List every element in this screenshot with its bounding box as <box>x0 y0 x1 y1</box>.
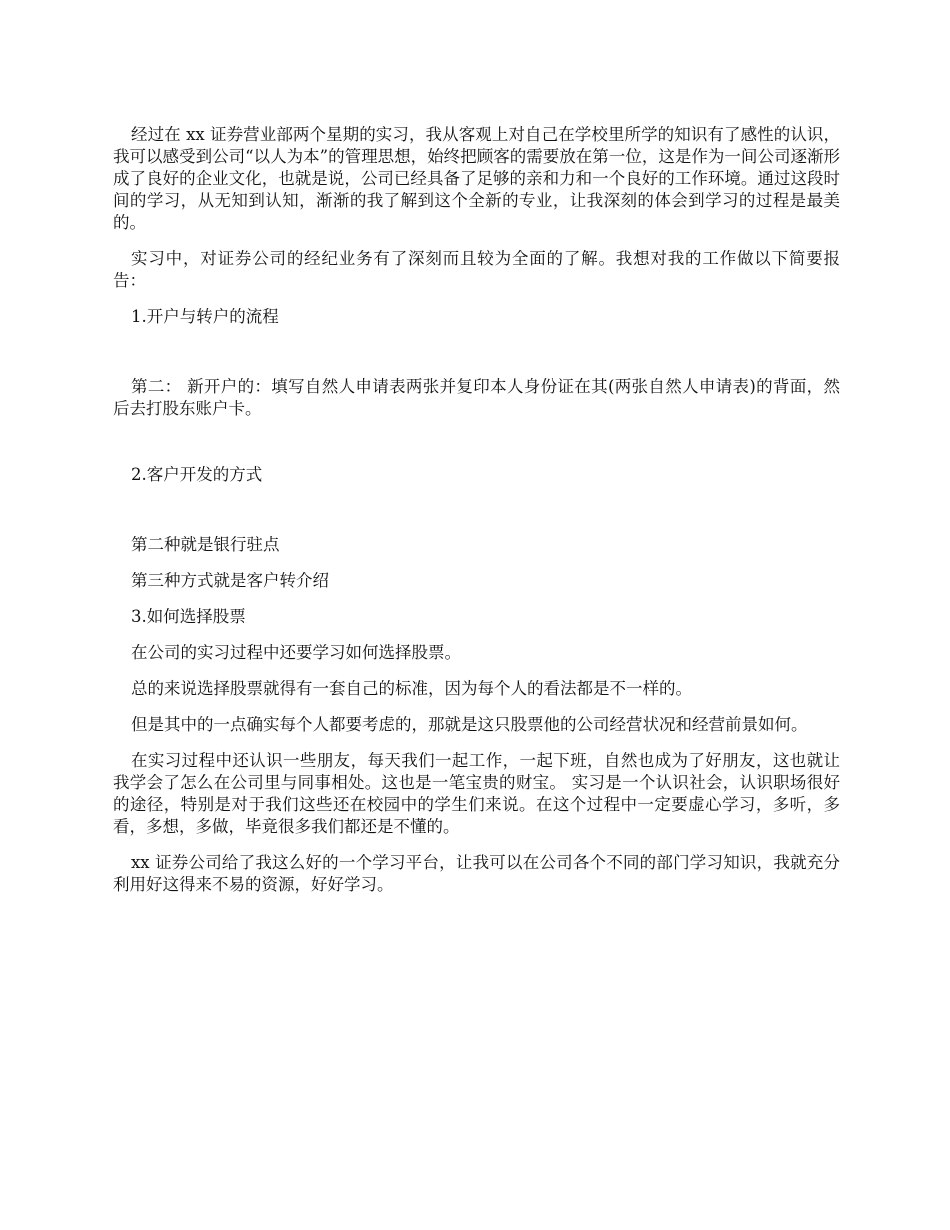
paragraph-friends-and-society: 在实习过程中还认识一些朋友，每天我们一起工作，一起下班，自然也成为了好朋友，这也就让我学会了怎么在公司里与同事相处。这也是一笔宝贵的财宝。 实习是一个认识社会，认识职场很好的途径，特别是对于我们这些还在校园中的学生们来说。在这个过程中一定要虚心学习，多听，多看，多想，多做，毕竟很多我们都还是不懂的。 <box>113 751 840 836</box>
spacer <box>113 500 840 534</box>
paragraph-bank-station: 第二种就是银行驻点 <box>131 535 280 554</box>
paragraph-conclusion: xx 证券公司给了我这么好的一个学习平台，让我可以在公司各个不同的部门学习知识，我就充分利用好这得来不易的资源，好好学习。 <box>113 853 840 894</box>
paragraph-learning-stock-selection: 在公司的实习过程中还要学习如何选择股票。 <box>131 643 461 662</box>
section-heading-account-opening: 1.开户与转户的流程 <box>131 307 279 326</box>
spacer <box>113 434 840 464</box>
section-heading-stock-selection: 3.如何选择股票 <box>131 607 246 626</box>
paragraph-referral: 第三种方式就是客户转介绍 <box>131 571 329 590</box>
paragraph-new-account: 第二： 新开户的：填写自然人申请表两张并复印本人身份证在其(两张自然人申请表)的背面，然后去打股东账户卡。 <box>113 377 840 418</box>
paragraph-own-standard: 总的来说选择股票就得有一套自己的标准，因为每个人的看法都是不一样的。 <box>131 679 692 698</box>
section-heading-client-development: 2.客户开发的方式 <box>131 465 263 484</box>
spacer <box>113 342 840 376</box>
paragraph-report-intro: 实习中，对证券公司的经纪业务有了深刻而且较为全面的了解。我想对我的工作做以下简要报告： <box>113 249 840 290</box>
document-body <box>113 124 840 910</box>
paragraph-company-prospects: 但是其中的一点确实每个人都要考虑的，那就是这只股票他的公司经营状况和经营前景如何。 <box>131 715 808 734</box>
paragraph-intro: 经过在 xx 证券营业部两个星期的实习，我从客观上对自己在学校里所学的知识有了感性的认识，我可以感受到公司“以人为本”的管理思想，始终把顾客的需要放在第一位，这是作为一间公司逐渐形成了良好的企业文化，也就是说，公司已经具备了足够的亲和力和一个良好的工作环境。通过这段时间的学习，从无知到认知，渐渐的我了解到这个全新的专业，让我深刻的体会到学习的过程是最美的。 <box>113 125 840 232</box>
